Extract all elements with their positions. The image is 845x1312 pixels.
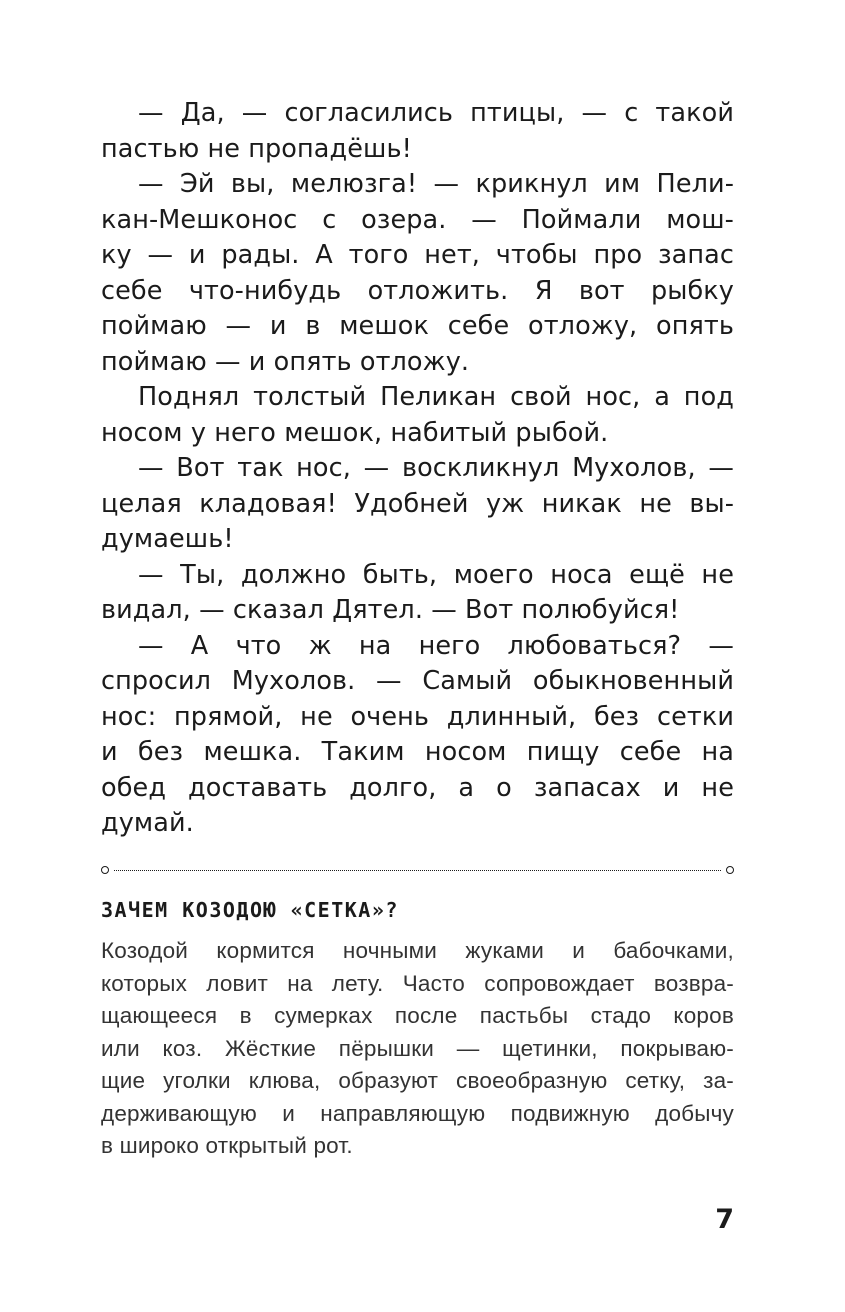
info-box-line: Козодой кормится ночными жуками и бабочками, [101, 938, 734, 963]
info-box-line: в широко открытый рот. [101, 1133, 353, 1158]
info-box-line: которых ловит на лету. Часто сопровождает возвра- [101, 970, 734, 996]
story-line: — Эй вы, мелюзга! — крикнул им Пели- [138, 169, 734, 199]
story-line: думаешь! [101, 524, 234, 554]
story-line: поймаю — и в мешок себе отложу, опять [101, 311, 734, 341]
dotted-divider [101, 863, 734, 877]
divider-circle-icon [726, 866, 734, 874]
story-line: спросил Мухолов. — Самый обыкновенный [101, 666, 734, 696]
info-box-line: щие уголки клюва, образуют своеобразную сетку, за- [101, 1068, 734, 1093]
story-line: думай. [101, 808, 194, 838]
story-line: пастью не пропадёшь! [101, 133, 412, 164]
story-line: носом у него мешок, набитый рыбой. [101, 417, 609, 448]
divider-dotted-line [114, 870, 721, 871]
story-line: — А что ж на него любоваться? — [138, 630, 734, 661]
story-line: обед доставать долго, а о запасах и не [101, 772, 734, 803]
story-line: нос: прямой, не очень длинный, без сетки [101, 701, 734, 732]
info-box-line: или коз. Жёсткие пёрышки — щетинки, покрываю- [101, 1035, 734, 1061]
story-line: поймаю — и опять отложу. [101, 346, 470, 377]
info-box-line: щающееся в сумерках после пастьбы стадо коров [101, 1003, 734, 1028]
info-box-text [101, 935, 734, 1163]
story-line: видал, — сказал Дятел. — Вот полюбуйся! [101, 595, 680, 625]
story-line: — Да, — согласились птицы, — с такой [138, 98, 734, 128]
info-box-line: держивающую и направляющую подвижную добычу [101, 1100, 734, 1126]
story-line: Поднял толстый Пеликан свой нос, а под [138, 382, 734, 412]
divider-circle-icon [101, 866, 109, 874]
story-line: целая кладовая! Удобней уж никак не вы- [101, 488, 734, 519]
page-number: 7 [715, 1204, 734, 1235]
info-box-title: ЗАЧЕМ КОЗОДОЮ «СЕТКА»? [101, 898, 399, 922]
story-line: ку — и рады. А того нет, чтобы про запас [101, 240, 734, 270]
story-line: и без мешка. Таким носом пищу себе на [101, 737, 734, 767]
story-line: кан-Мешконос с озера. — Поймали мош- [101, 204, 734, 235]
story-text [101, 96, 734, 842]
story-line: себе что-нибудь отложить. Я вот рыбку [101, 275, 734, 306]
story-line: — Ты, должно быть, моего носа ещё не [138, 559, 734, 590]
story-line: — Вот так нос, — воскликнул Мухолов, — [138, 453, 734, 483]
